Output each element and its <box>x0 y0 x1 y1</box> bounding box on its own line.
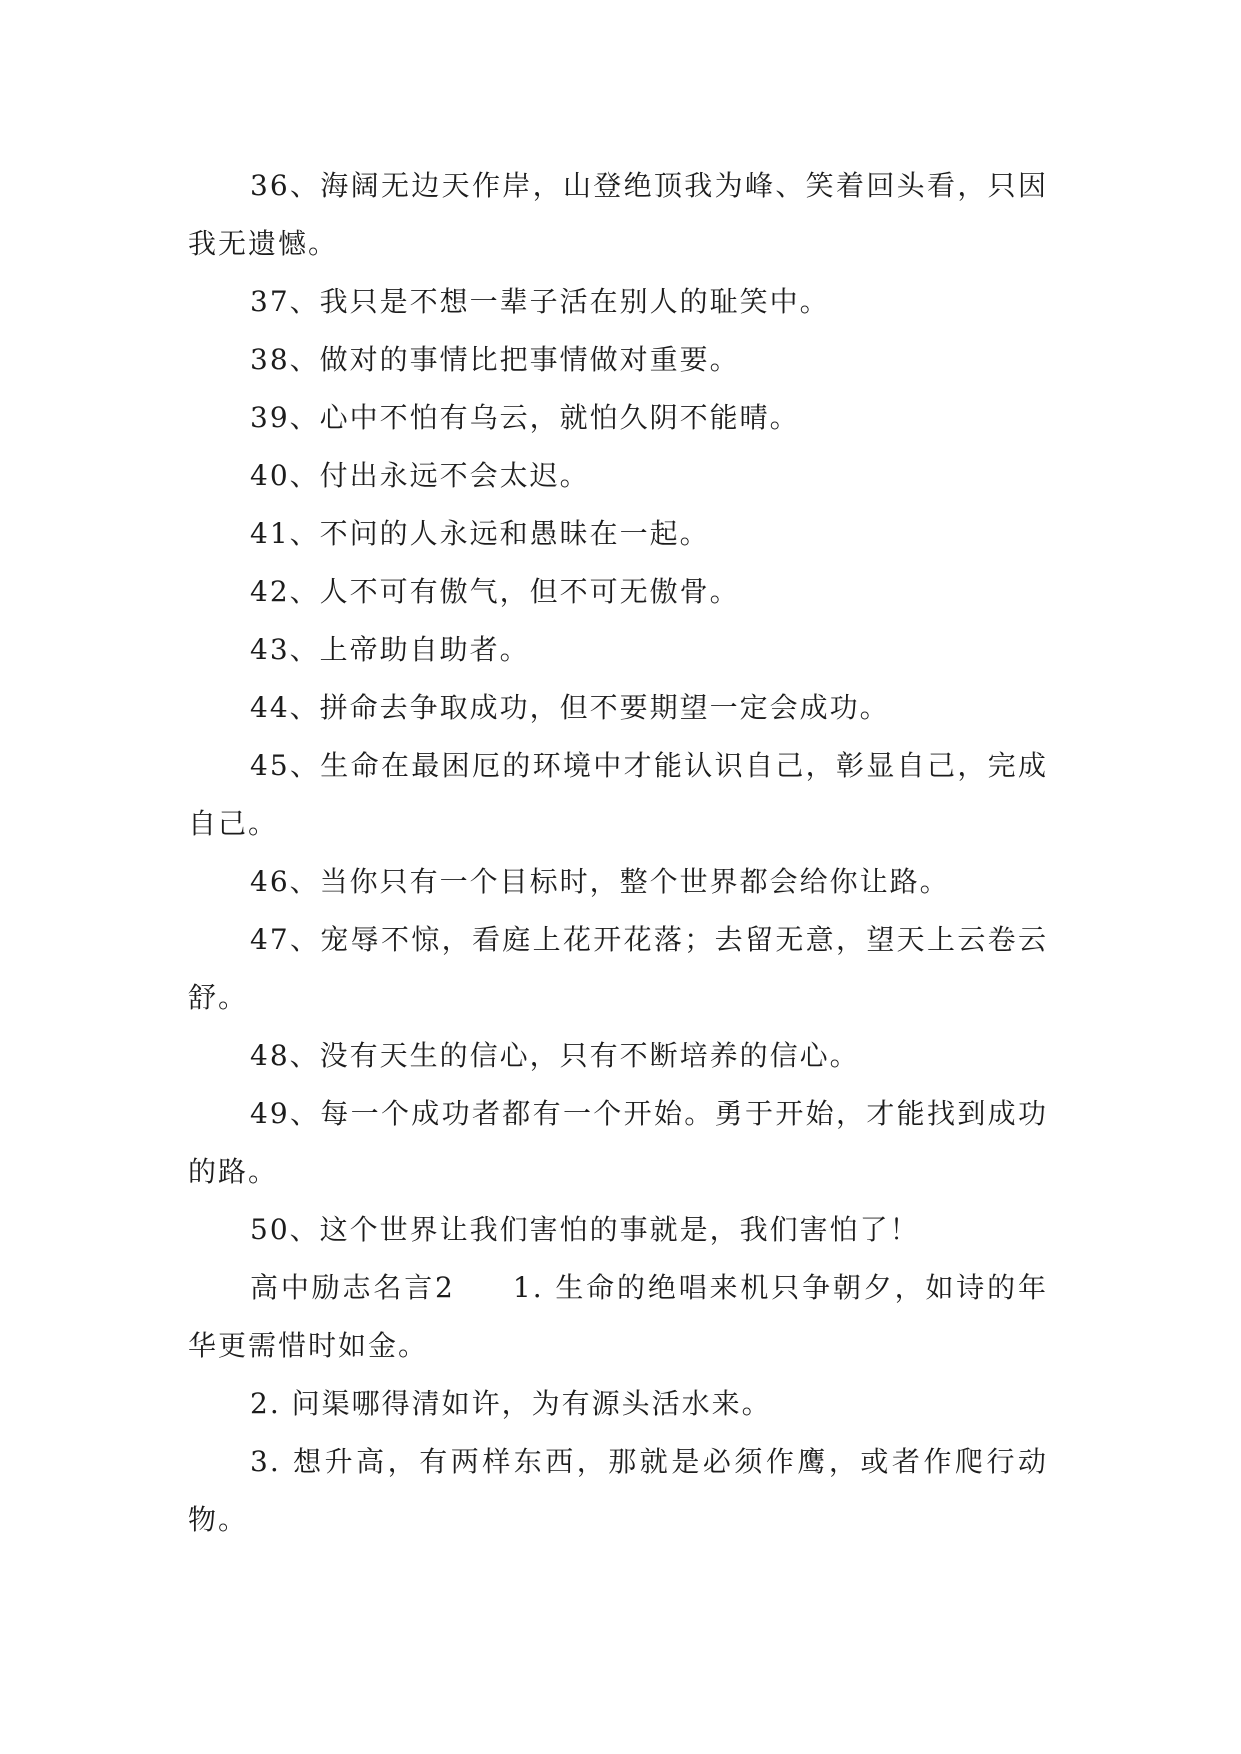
document-page <box>188 157 1048 1549</box>
quote-43: 43、上帝助自助者。 <box>250 633 530 666</box>
quote-46: 46、当你只有一个目标时，整个世界都会给你让路。 <box>250 865 950 898</box>
quote-44: 44、拼命去争取成功，但不要期望一定会成功。 <box>250 691 890 724</box>
section-paragraph <box>188 1259 1048 1375</box>
quote-38: 38、做对的事情比把事情做对重要。 <box>250 343 740 376</box>
quote-50: 50、这个世界让我们害怕的事就是，我们害怕了！ <box>250 1213 920 1246</box>
section-item-2: 2. 问渠哪得清如许，为有源头活水来。 <box>250 1387 772 1420</box>
quote-42: 42、人不可有傲气，但不可无傲骨。 <box>250 575 740 608</box>
quote-48: 48、没有天生的信心，只有不断培养的信心。 <box>250 1039 860 1072</box>
section-item-1: 1. 生命的绝唱来机只争朝夕，如诗的年华更需惜时如金。 <box>188 1271 1048 1362</box>
quote-36: 36、海阔无边天作岸，山登绝顶我为峰、笑着回头看，只因我无遗憾。 <box>188 169 1048 260</box>
quote-45: 45、生命在最困厄的环境中才能认识自己，彰显自己，完成自己。 <box>188 749 1048 840</box>
quote-39: 39、心中不怕有乌云，就怕久阴不能晴。 <box>250 401 800 434</box>
section-heading: 高中励志名言2 <box>250 1271 455 1304</box>
quote-41: 41、不问的人永远和愚昧在一起。 <box>250 517 710 550</box>
quote-40: 40、付出永远不会太迟。 <box>250 459 590 492</box>
quote-47: 47、宠辱不惊，看庭上花开花落；去留无意，望天上云卷云舒。 <box>188 923 1048 1014</box>
quote-49: 49、每一个成功者都有一个开始。勇于开始，才能找到成功的路。 <box>188 1097 1048 1188</box>
section-item-3: 3. 想升高，有两样东西，那就是必须作鹰，或者作爬行动物。 <box>188 1445 1048 1536</box>
quote-37: 37、我只是不想一辈子活在别人的耻笑中。 <box>250 285 830 318</box>
